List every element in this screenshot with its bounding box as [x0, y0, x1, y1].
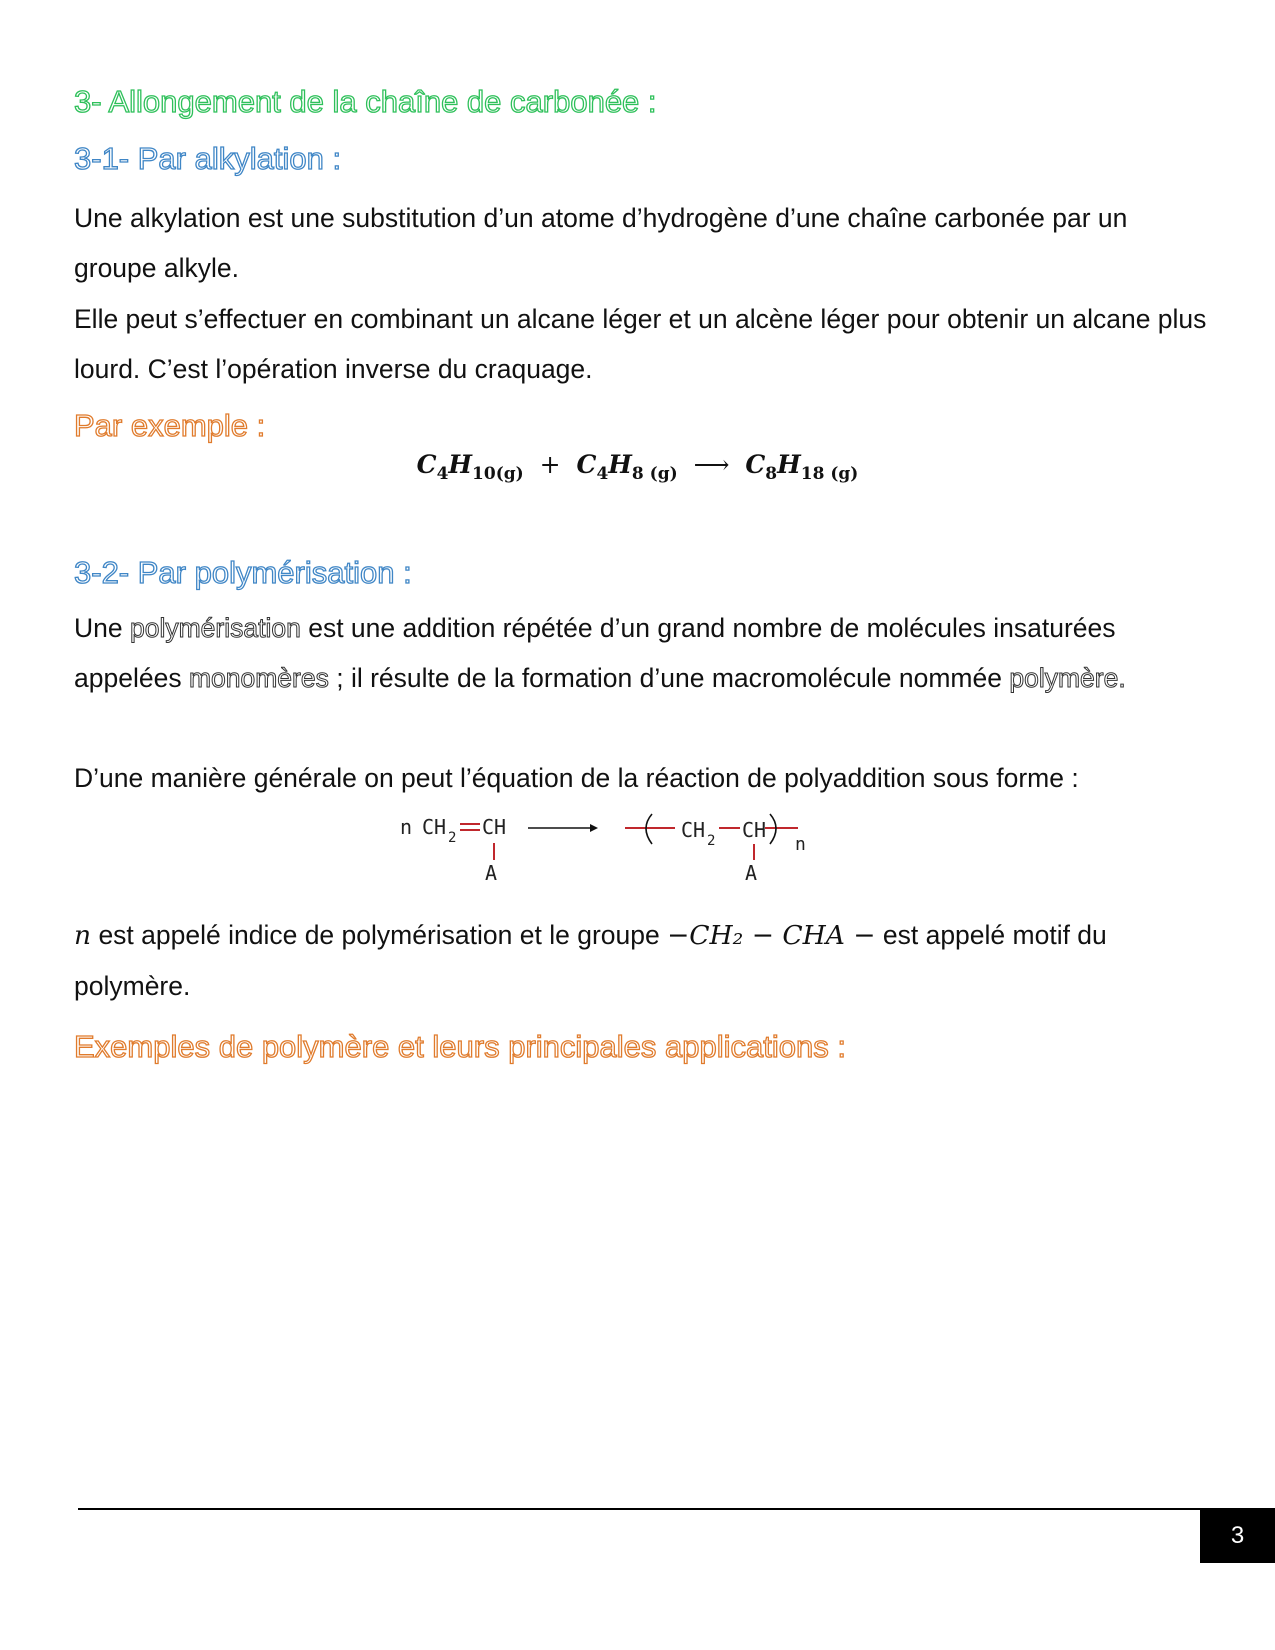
scheme-subscript-2: 2 [448, 830, 457, 846]
footer-divider [78, 1508, 1200, 1510]
text-run: est appelé motif du polymère. [74, 920, 1107, 1001]
scheme-poly-n: n [795, 834, 806, 855]
eq-subscript: 8 [765, 464, 778, 484]
scheme-a: A [485, 861, 498, 885]
eq-atom: H [777, 450, 801, 479]
scheme-poly-ch2: CH [681, 818, 706, 842]
polyaddition-scheme [400, 810, 860, 902]
scheme-ch: CH [482, 815, 507, 839]
scheme-n: n [400, 815, 413, 839]
paragraph-polyaddition-intro: D’une manière générale on peut l’équation de la réaction de polyaddition sous forme : [74, 763, 1079, 793]
eq-atom: C [576, 450, 597, 479]
eq-plus: + [539, 450, 561, 479]
text-run: Une [74, 613, 130, 643]
page-number: 3 [1200, 1508, 1275, 1563]
reaction-arrow [528, 824, 598, 832]
example-label: Par exemple : [74, 408, 266, 443]
eq-subscript: 18 (g) [800, 464, 859, 484]
eq-arrow: ⟶ [693, 450, 730, 479]
alkylation-equation [0, 450, 1275, 484]
math-n: n [74, 920, 92, 951]
scheme-poly-ch: CH [742, 818, 767, 842]
scheme-poly-subscript-2: 2 [707, 833, 716, 849]
keyword-monomeres: monomères [188, 663, 329, 693]
paragraph-polymerisation-definition [74, 603, 1214, 703]
paragraph-alkylation-definition: Une alkylation est une substitution d’un atome d’hydrogène d’une chaîne carbonée par un groupe alkyle. [74, 203, 1128, 283]
keyword-polymerisation: polymérisation [129, 613, 301, 643]
section-title: 3- Allongement de la chaîne de carbonée : [74, 84, 657, 119]
text-run: ; il résulte de la formation d’une macromolécule nommée [328, 663, 1010, 693]
double-bond [460, 824, 480, 830]
text-run: est appelé indice de polymérisation et le groupe [91, 920, 668, 950]
paragraph-alkylation-description: Elle peut s’effectuer en combinant un alcane léger et un alcène léger pour obtenir un alcane plus lourd. C’est l’opération inverse du craquage. [74, 304, 1207, 384]
scheme-ch2: CH [422, 815, 447, 839]
keyword-polymere: polymère. [1009, 663, 1126, 693]
eq-atom: H [608, 450, 632, 479]
eq-atom: C [745, 450, 766, 479]
text-run: est une addition répétée d’un grand nombre de molécules insaturées appelées [74, 613, 1116, 693]
examples-heading: Exemples de polymère et leurs principales applications : [74, 1029, 846, 1064]
eq-subscript: 4 [436, 464, 449, 484]
math-motif: −CH₂ − CHA − [667, 920, 876, 951]
eq-subscript: 8 (g) [631, 464, 678, 484]
eq-atom: H [448, 450, 473, 479]
eq-subscript: 10(g) [472, 464, 524, 484]
paragraph-polymerisation-index [74, 910, 1214, 1011]
eq-atom: C [416, 450, 437, 479]
subsection-heading-polymerisation: 3-2- Par polymérisation : [74, 555, 412, 590]
subsection-heading-alkylation: 3-1- Par alkylation : [74, 141, 342, 176]
scheme-poly-a: A [745, 861, 758, 885]
eq-subscript: 4 [596, 464, 609, 484]
